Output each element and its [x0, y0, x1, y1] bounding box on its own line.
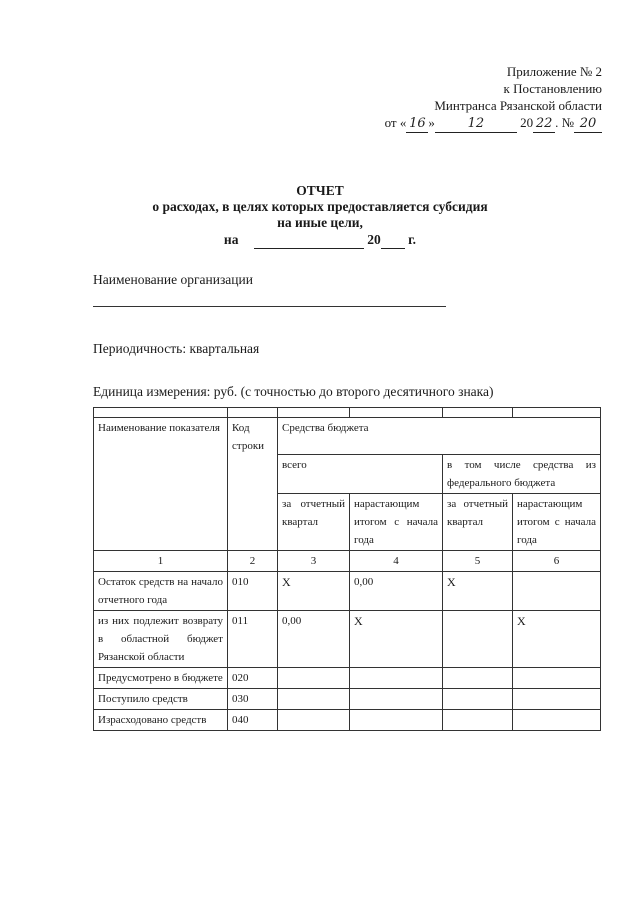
col-number-4: 4	[350, 551, 443, 572]
row-name: из них подлежит возврату в областной бюджет Рязанской области	[94, 611, 228, 668]
table-row	[94, 710, 601, 731]
col-number-2: 2	[228, 551, 278, 572]
attachment-number-prefix: . №	[555, 115, 574, 130]
row-cell	[443, 668, 513, 689]
row-cell: X	[278, 572, 350, 611]
table-row	[94, 668, 601, 689]
header-code: Код строки	[228, 418, 278, 551]
header-federal-period: за отчетный квартал	[443, 494, 513, 551]
row-cell	[513, 710, 601, 731]
col-number-1: 1	[94, 551, 228, 572]
row-cell	[278, 668, 350, 689]
row-cell: 0,00	[350, 572, 443, 611]
org-name-label: Наименование организации	[93, 272, 253, 287]
header-federal: в том числе средства из федерального бюджета	[443, 455, 601, 494]
row-cell	[350, 710, 443, 731]
row-code: 011	[228, 611, 278, 668]
header-total: всего	[278, 455, 443, 494]
attachment-day: 16	[406, 115, 428, 133]
report-subtitle-2: на иные цели,	[277, 215, 363, 230]
row-code: 040	[228, 710, 278, 731]
table-top-strip	[94, 408, 601, 418]
row-cell: X	[443, 572, 513, 611]
unit-of-measure: Единица измерения: руб. (с точностью до второго десятичного знака)	[93, 384, 494, 399]
report-year-blank	[381, 232, 405, 249]
row-cell	[443, 710, 513, 731]
report-date-year: 20	[367, 232, 381, 247]
row-cell	[278, 710, 350, 731]
periodicity: Периодичность: квартальная	[93, 341, 260, 356]
row-name: Поступило средств	[94, 689, 228, 710]
row-cell	[513, 572, 601, 611]
table-row	[94, 572, 601, 611]
col-number-6: 6	[513, 551, 601, 572]
report-date-suffix: г.	[408, 232, 417, 247]
row-cell	[278, 689, 350, 710]
attachment-year-prefix: 20	[520, 115, 534, 130]
report-table	[93, 407, 601, 731]
header-federal-cumulative: нарастающим итогом с начала года	[513, 494, 601, 551]
header-total-period: за отчетный квартал	[278, 494, 350, 551]
report-title: ОТЧЕТ	[296, 183, 344, 198]
attachment-date-prefix: от «	[384, 115, 407, 130]
header-total-cumulative: нарастающим итогом с начала года	[350, 494, 443, 551]
row-cell: X	[513, 611, 601, 668]
row-cell	[513, 668, 601, 689]
table-row	[94, 689, 601, 710]
row-name: Предусмотрено в бюджете	[94, 668, 228, 689]
row-cell	[513, 689, 601, 710]
row-cell: 0,00	[278, 611, 350, 668]
report-subtitle: о расходах, в целях которых предоставляется субсидия	[152, 199, 488, 214]
row-name: Израсходовано средств	[94, 710, 228, 731]
column-numbers-row	[94, 551, 601, 572]
col-number-5: 5	[443, 551, 513, 572]
row-name: Остаток средств на начало отчетного года	[94, 572, 228, 611]
attachment-line-1: Приложение № 2	[506, 64, 602, 79]
table-row	[94, 611, 601, 668]
attachment-year: 22	[533, 115, 555, 133]
row-cell	[443, 689, 513, 710]
row-cell	[350, 668, 443, 689]
table-header-row-1	[94, 418, 601, 455]
row-cell: X	[350, 611, 443, 668]
row-code: 010	[228, 572, 278, 611]
row-cell	[443, 611, 513, 668]
report-date-blank	[254, 232, 364, 249]
attachment-line-3: Минтранса Рязанской области	[434, 98, 602, 113]
row-code: 030	[228, 689, 278, 710]
header-name: Наименование показателя	[94, 418, 228, 551]
col-number-3: 3	[278, 551, 350, 572]
attachment-number: 20	[574, 115, 602, 133]
row-code: 020	[228, 668, 278, 689]
row-cell	[350, 689, 443, 710]
org-name-blank	[93, 306, 446, 307]
attachment-line-2: к Постановлению	[503, 81, 602, 96]
attachment-month: 12	[435, 115, 517, 133]
header-budget: Средства бюджета	[278, 418, 601, 455]
report-date-prefix: на	[223, 232, 239, 247]
attachment-date-mid: »	[428, 115, 435, 130]
attachment-date-line	[385, 114, 602, 133]
report-date-line	[0, 232, 640, 249]
